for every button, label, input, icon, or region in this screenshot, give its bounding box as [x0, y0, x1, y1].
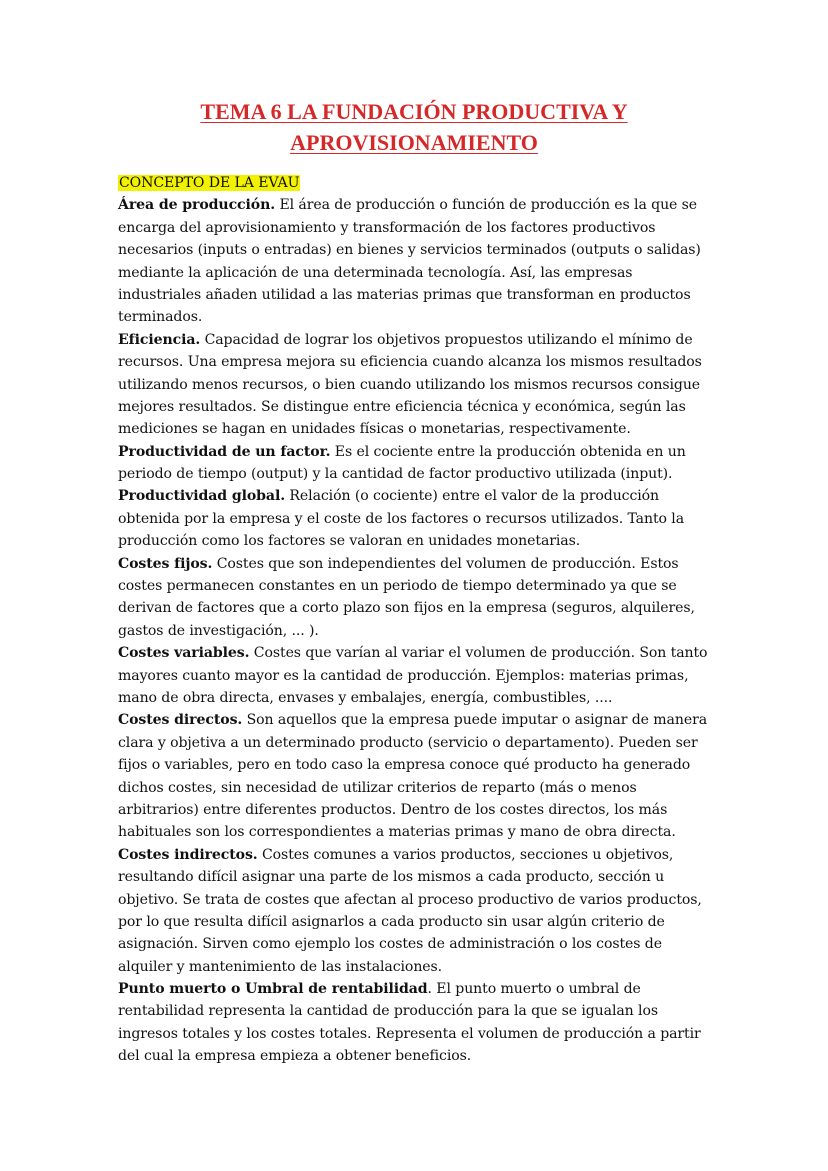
definition-text: derivan de factores que a corto plazo son fijos en la empresa (seguros, alquileres,	[118, 600, 695, 617]
definition-text: producción como los factores se valoran en unidades monetarias.	[118, 533, 581, 550]
definition-term: Costes variables.	[118, 645, 250, 662]
definition-text: resultando difícil asignar una parte de los mismos a cada producto, sección u	[118, 869, 665, 886]
text-line	[118, 329, 718, 351]
text-line	[118, 463, 718, 485]
text-line	[118, 754, 718, 776]
definition-text: Relación (o cociente) entre el valor de la producción	[285, 488, 660, 505]
text-line	[118, 821, 718, 843]
text-line	[118, 239, 718, 261]
definition-text: Costes que varían al variar el volumen de producción. Son tanto	[249, 645, 708, 662]
definition-text: . El punto muerto o umbral de	[427, 981, 641, 998]
definition-term: Eficiencia.	[118, 331, 201, 348]
definition-text: mano de obra directa, envases y embalajes, energía, combustibles, ....	[118, 689, 613, 706]
definition-text: fijos o variables, pero en todo caso la empresa conoce qué producto ha generado	[118, 757, 691, 774]
definition-text: asignación. Sirven como ejemplo los costes de administración o los costes de	[118, 936, 662, 953]
text-line	[118, 508, 718, 530]
text-line	[118, 709, 718, 731]
definition-text: habituales son los correspondientes a materias primas y mano de obra directa.	[118, 824, 676, 841]
definition-text: del cual la empresa empieza a obtener beneficios.	[118, 1048, 472, 1065]
page-title	[100, 96, 728, 158]
text-line	[118, 799, 718, 821]
text-line	[118, 262, 718, 284]
definition-text: periodo de tiempo (output) y la cantidad de factor productivo utilizada (input).	[118, 466, 673, 483]
text-line	[118, 665, 718, 687]
definition-text: por lo que resulta difícil asignarlos a cada producto sin usar algún criterio de	[118, 913, 665, 930]
definition-text: objetivo. Se trata de costes que afectan al proceso productivo de varios productos,	[118, 891, 702, 908]
text-line	[118, 530, 718, 552]
definition-text: obtenida por la empresa y el coste de los factores o recursos utilizados. Tanto la	[118, 510, 684, 527]
text-line	[118, 933, 718, 955]
definition-text: Son aquellos que la empresa puede imputar o asignar de manera	[242, 712, 708, 729]
definition-text: alquiler y mantenimiento de las instalaciones.	[118, 958, 443, 975]
definition-text: mejores resultados. Se distingue entre eficiencia técnica y económica, según las	[118, 398, 686, 415]
text-line	[118, 396, 718, 418]
definition-text: rentabilidad representa la cantidad de producción para la que se igualan los	[118, 1003, 658, 1020]
text-line	[118, 777, 718, 799]
text-line	[118, 687, 718, 709]
definition-term: Costes fijos.	[118, 555, 213, 572]
definition-text: mediciones se hagan en unidades físicas o monetarias, respectivamente.	[118, 421, 631, 438]
text-line	[118, 306, 718, 328]
highlighted-section-tag: CONCEPTO DE LA EVAU	[119, 175, 300, 191]
definition-text: necesarios (inputs o entradas) en bienes y servicios terminados (outputs o salidas)	[118, 242, 701, 259]
definition-text: clara y objetiva a un determinado producto (servicio o departamento). Pueden ser	[118, 734, 698, 751]
text-line	[118, 351, 718, 373]
text-line	[118, 575, 718, 597]
text-line	[118, 956, 718, 978]
text-line	[118, 374, 718, 396]
text-line	[118, 889, 718, 911]
text-line	[118, 1045, 718, 1067]
text-line	[118, 1023, 718, 1045]
definition-text: Es el cociente entre la producción obtenida en un	[330, 443, 686, 460]
definition-text: dichos costes, sin necesidad de utilizar criterios de reparto (más o menos	[118, 779, 637, 796]
definition-text: mayores cuanto mayor es la cantidad de producción. Ejemplos: materias primas,	[118, 667, 689, 684]
definition-text: mediante la aplicación de una determinada tecnología. Así, las empresas	[118, 264, 633, 281]
document-body	[118, 172, 718, 1068]
definition-text: gastos de investigación, ... ).	[118, 622, 319, 639]
definition-term: Costes indirectos.	[118, 846, 258, 863]
title-line-1: TEMA 6 LA FUNDACIÓN PRODUCTIVA Y	[200, 99, 628, 124]
definition-text: El área de producción o función de producción es la que se	[275, 197, 698, 214]
text-line	[118, 978, 718, 1000]
definition-text: Capacidad de lograr los objetivos propuestos utilizando el mínimo de	[200, 331, 693, 348]
definition-term: Costes directos.	[118, 712, 243, 729]
definition-text: encarga del aprovisionamiento y transformación de los factores productivos	[118, 219, 656, 236]
definition-text: Costes que son independientes del volumen de producción. Estos	[212, 555, 679, 572]
definition-text: Costes comunes a varios productos, secciones u objetivos,	[257, 846, 674, 863]
text-line	[118, 642, 718, 664]
definition-text: costes permanecen constantes en un periodo de tiempo determinado ya que se	[118, 578, 677, 595]
text-line	[118, 620, 718, 642]
section-tag-line	[118, 172, 718, 194]
text-line	[118, 284, 718, 306]
definition-text: terminados.	[118, 309, 203, 326]
definition-text: ingresos totales y los costes totales. Representa el volumen de producción a partir	[118, 1025, 701, 1042]
definition-text: arbitrarios) entre diferentes productos. Dentro de los costes directos, los más	[118, 801, 668, 818]
text-line	[118, 194, 718, 216]
text-line	[118, 732, 718, 754]
text-line	[118, 911, 718, 933]
text-line	[118, 553, 718, 575]
definition-term: Área de producción.	[118, 197, 276, 214]
text-line	[118, 217, 718, 239]
definition-text: industriales añaden utilidad a las materias primas que transforman en productos	[118, 286, 691, 303]
definition-term: Punto muerto o Umbral de rentabilidad	[118, 981, 428, 998]
text-line	[118, 1000, 718, 1022]
text-lines	[118, 194, 718, 1067]
text-line	[118, 485, 718, 507]
definition-term: Productividad de un factor.	[118, 443, 331, 460]
definition-text: recursos. Una empresa mejora su eficiencia cuando alcanza los mismos resultados	[118, 354, 702, 371]
definition-term: Productividad global.	[118, 488, 286, 505]
text-line	[118, 844, 718, 866]
text-line	[118, 441, 718, 463]
definition-text: utilizando menos recursos, o bien cuando utilizando los mismos recursos consigue	[118, 376, 701, 393]
text-line	[118, 597, 718, 619]
text-line	[118, 418, 718, 440]
title-line-2: APROVISIONAMIENTO	[290, 130, 538, 155]
text-line	[118, 866, 718, 888]
